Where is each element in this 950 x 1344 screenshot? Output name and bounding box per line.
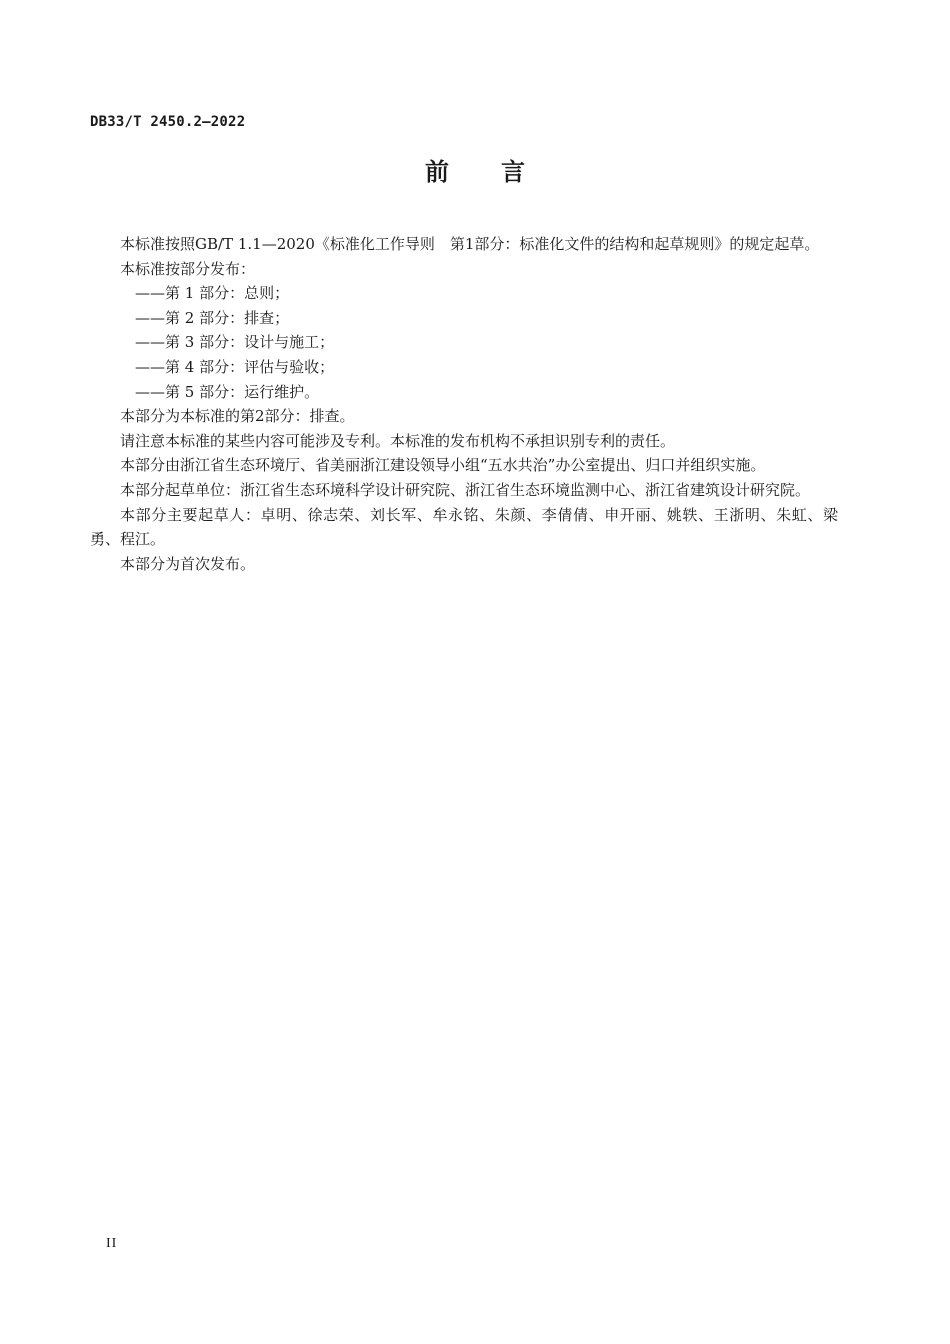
paragraph-this-part: 本部分为本标准的第2部分：排查。 xyxy=(120,407,355,426)
list-item-part-3: ——第 3 部分：设计与施工； xyxy=(135,333,335,352)
list-item-part-4: ——第 4 部分：评估与验收； xyxy=(135,357,335,376)
paragraph-drafting-units: 本部分起草单位：浙江省生态环境科学设计研究院、浙江省生态环境监测中心、浙江省建筑设计研究院。 xyxy=(120,480,811,499)
paragraph-drafting-rules: 本标准按照GB/T 1.1—2020《标准化工作导则 第1部分：标准化文件的结构和起草规则》的规定起草。 xyxy=(120,235,820,253)
title-char-2: 言 xyxy=(501,158,525,186)
list-item-part-2: ——第 2 部分：排查； xyxy=(135,308,290,327)
page-title xyxy=(0,152,950,187)
list-item-part-1: ——第 1 部分：总则； xyxy=(135,284,290,303)
page-number: II xyxy=(106,1236,118,1251)
title-char-1: 前 xyxy=(425,158,449,186)
paragraph-parts-intro: 本标准按部分发布： xyxy=(120,259,256,278)
paragraph-first-release: 本部分为首次发布。 xyxy=(120,554,256,573)
document-code: DB33/T 2450.2—2022 xyxy=(90,114,246,130)
list-item-part-5: ——第 5 部分：运行维护。 xyxy=(135,382,320,401)
paragraph-proposer: 本部分由浙江省生态环境厅、省美丽浙江建设领导小组“五水共治”办公室提出、归口并组织实施。 xyxy=(120,456,766,475)
paragraph-drafters: 本部分主要起草人：卓明、徐志荣、刘长军、牟永铭、朱颜、李倩倩、申开丽、姚轶、王浙明、朱虹、梁勇、程江。 xyxy=(90,505,838,549)
paragraph-patent-notice: 请注意本标准的某些内容可能涉及专利。本标准的发布机构不承担识别专利的责任。 xyxy=(120,431,676,450)
foreword-body xyxy=(90,232,838,576)
